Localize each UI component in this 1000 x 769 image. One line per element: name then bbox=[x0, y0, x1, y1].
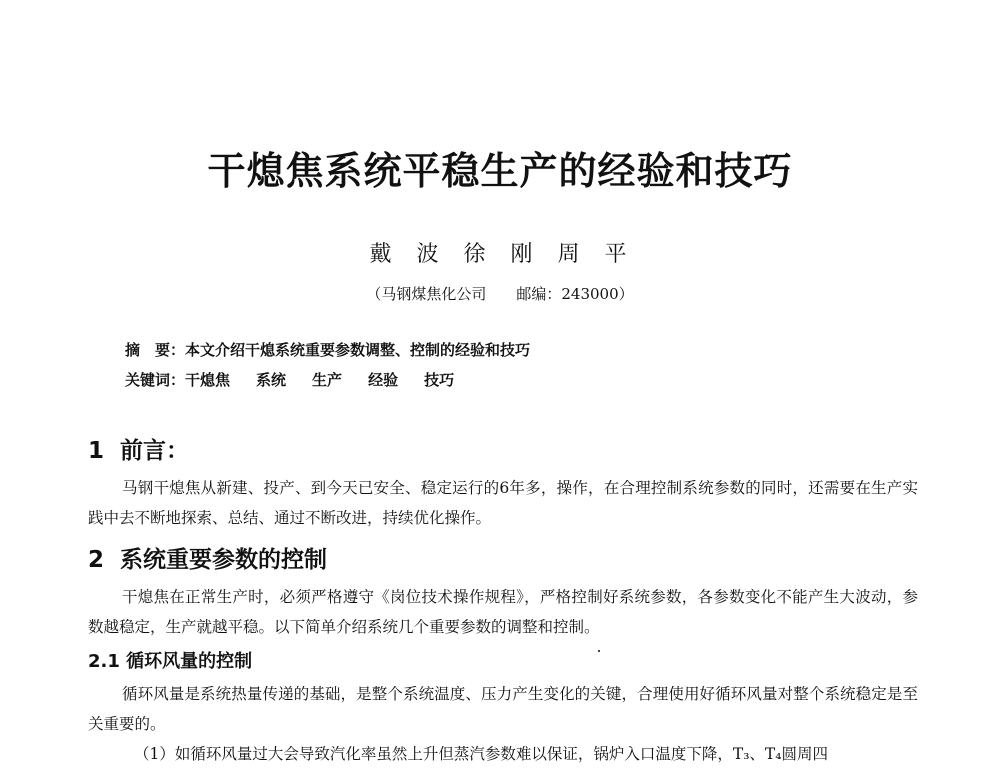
keyword-item: 生产 bbox=[312, 371, 343, 389]
section-number: 2 bbox=[88, 547, 105, 573]
section-number: 1 bbox=[88, 438, 105, 464]
author-line: 戴 波 徐 刚 周 平 bbox=[369, 242, 631, 267]
abstract-label: 摘 要： bbox=[125, 341, 186, 359]
keyword-item: 系统 bbox=[256, 371, 287, 389]
paper-title: 干熄焦系统平稳生产的经验和技巧 bbox=[207, 149, 793, 193]
body-paragraph: 马钢干熄焦从新建、投产、到今天已安全、稳定运行的6年多，操作，在合理控制系统参数的同时，还需要在生产实践中去不断地探索、总结、通过不断改进，持续优化操作。 bbox=[88, 479, 918, 527]
section-heading bbox=[88, 541, 327, 574]
affiliation-line: （马钢煤焦化公司 邮编：243000） bbox=[366, 285, 634, 303]
scan-speck bbox=[598, 650, 600, 652]
keyword-item: 经验 bbox=[368, 371, 399, 389]
keywords bbox=[125, 369, 480, 390]
abstract bbox=[125, 339, 530, 360]
section-title: 系统重要参数的控制 bbox=[120, 547, 328, 573]
keywords-label: 关键词： bbox=[125, 371, 186, 389]
abstract-text: 本文介绍干熄系统重要参数调整、控制的经验和技巧 bbox=[185, 341, 531, 359]
section-heading bbox=[88, 432, 189, 465]
keyword-item: 干熄焦 bbox=[185, 371, 231, 389]
keyword-item: 技巧 bbox=[424, 371, 455, 389]
body-paragraph: 干熄焦在正常生产时，必须严格遵守《岗位技术操作规程》，严格控制好系统参数，各参数变化不能产生大波动，参数越稳定，生产就越平稳。以下简单介绍系统几个重要参数的调整和控制。 bbox=[88, 588, 918, 636]
subsection-heading: 2.1 循环风量的控制 bbox=[88, 651, 253, 672]
body-paragraph: （1）如循环风量过大会导致汽化率虽然上升但蒸汽参数难以保证，锅炉入口温度下降，T₃、T₄圆周四 bbox=[134, 745, 828, 763]
body-paragraph: 循环风量是系统热量传递的基础，是整个系统温度、压力产生变化的关键，合理使用好循环风量对整个系统稳定是至关重要的。 bbox=[88, 685, 918, 733]
section-title: 前言： bbox=[120, 438, 190, 464]
